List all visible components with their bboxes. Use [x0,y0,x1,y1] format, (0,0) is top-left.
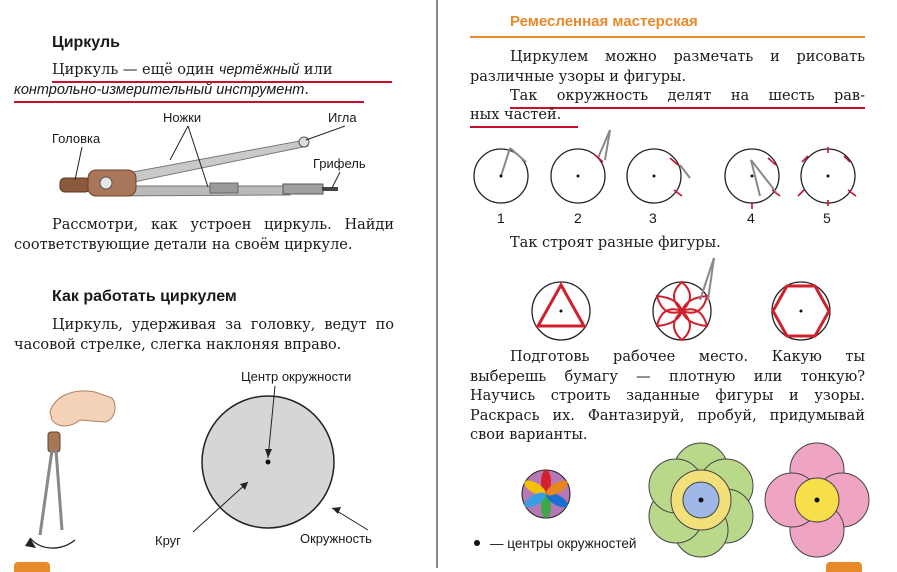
step-label-5: 5 [823,210,831,226]
left-page [0,0,436,568]
circle-center-dot [266,460,271,465]
label-lead: Грифель [313,156,366,171]
circle-diagram [0,0,436,568]
definition-end-1: или [299,62,333,78]
step-label-4: 4 [747,210,755,226]
right-page [438,0,897,568]
step-label-1: 1 [497,210,505,226]
heading-how: Как работать циркулем [52,288,237,305]
label-center: Центр окружности [241,369,352,384]
label-needle: Игла [328,110,357,125]
legend-text: — центры окружностей [490,536,637,551]
heading-compass: Циркуль [52,34,120,51]
small-rosette [522,470,570,518]
step-label-2: 2 [574,210,582,226]
label-legs: Ножки [163,110,202,125]
how-text: Циркуль, удерживая за головку, ведут по часовой стрелке, слегка наклоняя вправо. [14,317,394,353]
colored-patterns [438,0,897,568]
definition-end-2: . [304,82,309,98]
definition-italic-2: контрольно-измерительный инструмент [14,82,305,98]
legend-dot [474,540,480,546]
figures-text: Так строят разные фигуры. [510,235,721,251]
six-parts-line-2: ных частей. [470,106,578,128]
intro-text: Циркулем можно размечать и рисовать различные узоры и фигуры. [470,49,865,85]
six-parts-line-1: Так окружность делят на шесть рав- [510,87,865,109]
label-head: Головка [52,131,101,146]
definition-italic-1: чертёжный [218,62,300,78]
step-label-3: 3 [649,210,657,226]
prepare-text: Подготовь рабочее место. Какую ты выберешь бумагу — плотную или тонкую? Научись строить заданные фигуры и узоры. Раскрась их. Фантазируй, пробуй, придумывай свои варианты. [470,349,865,443]
page-corner-tab-left [14,562,50,572]
definition-start: Циркуль — ещё один [52,62,219,78]
section-header: Ремесленная мастерская [510,13,698,30]
label-circumference: Окружность [300,531,372,546]
examine-text: Рассмотри, как устроен циркуль. Найди соответствующие детали на своём циркуле. [14,217,394,253]
label-circle: Круг [155,533,181,548]
overlapping-circles-pink [765,443,869,557]
overlapping-circles-large [649,443,753,557]
page-corner-tab-right [826,562,862,572]
